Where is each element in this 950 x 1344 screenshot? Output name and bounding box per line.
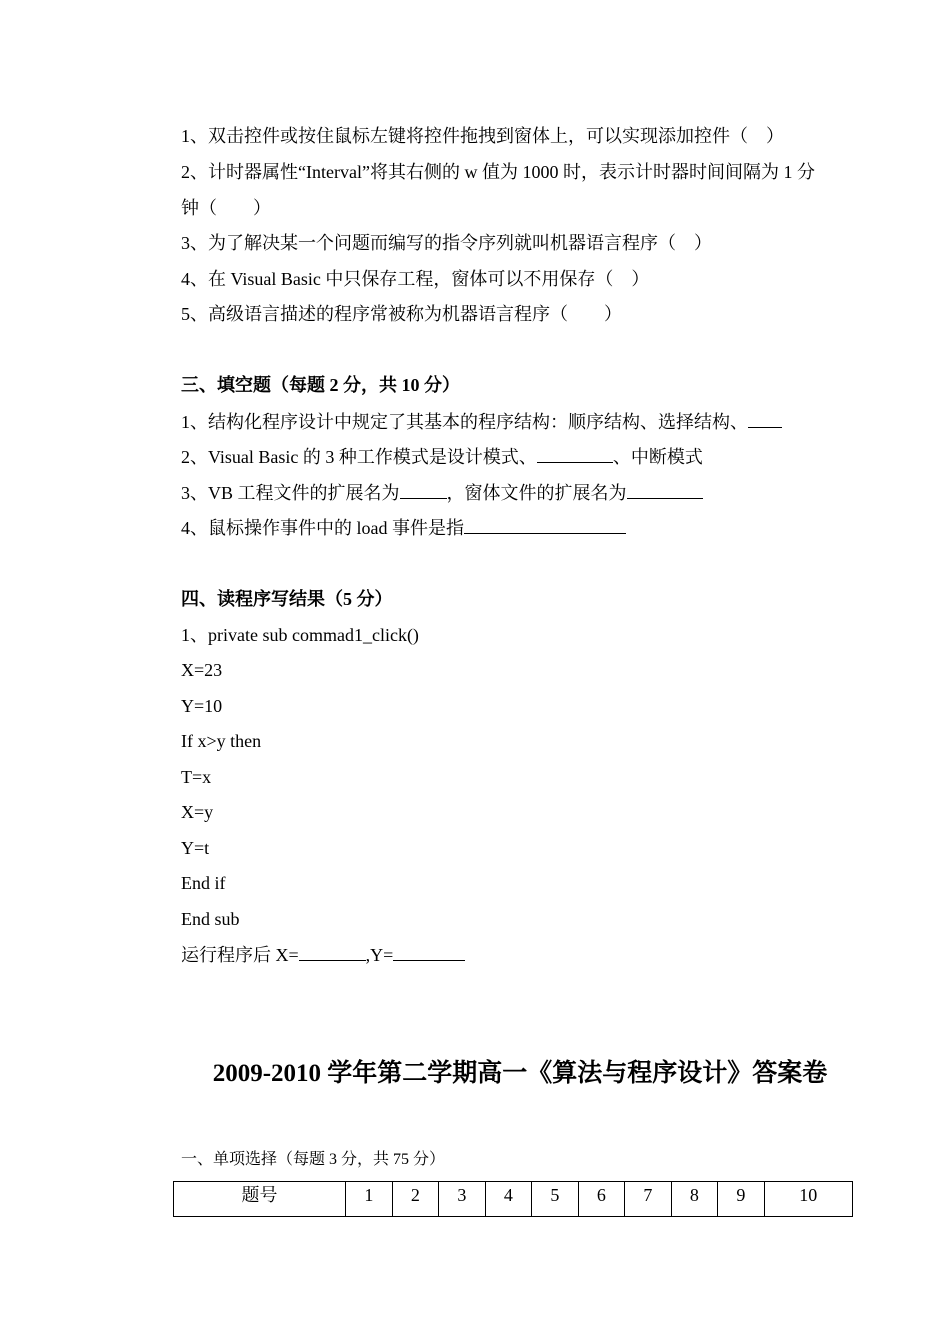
fill-q2-blank[interactable] (537, 444, 613, 463)
fill-q4-blank[interactable] (464, 515, 626, 534)
answer-section-heading: 一、单项选择（每题 3 分，共 75 分） (181, 1151, 446, 1168)
code-line-8: End if (181, 873, 226, 893)
judge-item-2-cont: 钟（ ） (181, 198, 271, 218)
fill-q1-text: 1、结构化程序设计中规定了其基本的程序结构：顺序结构、选择结构、 (181, 412, 748, 432)
fill-q3 (181, 480, 703, 505)
answer-header-cell: 1 (346, 1182, 393, 1217)
judge-item-4: 4、在 Visual Basic 中只保存工程，窗体可以不用保存（ ） (181, 269, 650, 289)
fill-q3-blank-1[interactable] (400, 480, 447, 499)
code-line-2: X=23 (181, 660, 223, 680)
read-result-text-a: 运行程序后 X= (181, 945, 299, 965)
answer-header-cell: 10 (764, 1182, 852, 1217)
fill-q1 (181, 409, 782, 434)
code-line-6: X=y (181, 802, 214, 822)
answer-header-cell: 题号 (174, 1182, 346, 1217)
read-result-text-b: ,Y= (365, 945, 394, 965)
fill-heading: 三、填空题（每题 2 分，共 10 分） (181, 375, 460, 395)
fill-q3-text-b: ，窗体文件的扩展名为 (446, 483, 627, 503)
answer-sheet-title: 2009-2010 学年第二学期高一《算法与程序设计》答案卷 (212, 1060, 828, 1087)
read-result (181, 942, 465, 967)
answer-header-cell: 2 (392, 1182, 439, 1217)
fill-q2 (181, 444, 703, 469)
judge-item-1: 1、双击控件或按住鼠标左键将控件拖拽到窗体上，可以实现添加控件（ ） (181, 126, 784, 146)
answer-header-cell: 3 (439, 1182, 486, 1217)
code-line-7: Y=t (181, 838, 210, 858)
answer-header-cell: 6 (578, 1182, 625, 1217)
read-heading: 四、读程序写结果（5 分） (181, 589, 393, 609)
judge-item-2: 2、计时器属性“Interval”将其右侧的 w 值为 1000 时，表示计时器时间间隔为 1 分 (181, 162, 815, 182)
code-line-4: If x>y then (181, 731, 262, 751)
judge-item-5: 5、高级语言描述的程序常被称为机器语言程序（ ） (181, 304, 622, 324)
fill-q2-text-a: 2、Visual Basic 的 3 种工作模式是设计模式、 (181, 447, 537, 467)
fill-q3-text-a: 3、VB 工程文件的扩展名为 (181, 483, 400, 503)
fill-q1-blank[interactable] (748, 409, 782, 428)
fill-q4 (181, 515, 626, 540)
code-line-9: End sub (181, 909, 240, 929)
answer-table-header-row (174, 1182, 853, 1217)
fill-q3-blank-2[interactable] (627, 480, 703, 499)
answer-header-cell: 9 (718, 1182, 765, 1217)
read-result-blank-x[interactable] (299, 942, 366, 961)
code-line-5: T=x (181, 767, 212, 787)
answer-table (173, 1181, 853, 1217)
judge-item-3: 3、为了解决某一个问题而编写的指令序列就叫机器语言程序（ ） (181, 233, 712, 253)
fill-q2-text-b: 、中断模式 (612, 447, 703, 467)
answer-header-cell: 8 (671, 1182, 718, 1217)
code-line-3: Y=10 (181, 696, 223, 716)
answer-header-cell: 4 (485, 1182, 532, 1217)
answer-header-cell: 5 (532, 1182, 579, 1217)
answer-header-cell: 7 (625, 1182, 672, 1217)
fill-q4-text: 4、鼠标操作事件中的 load 事件是指 (181, 518, 464, 538)
read-result-blank-y[interactable] (393, 942, 465, 961)
code-line-1: 1、private sub commad1_click() (181, 625, 419, 645)
